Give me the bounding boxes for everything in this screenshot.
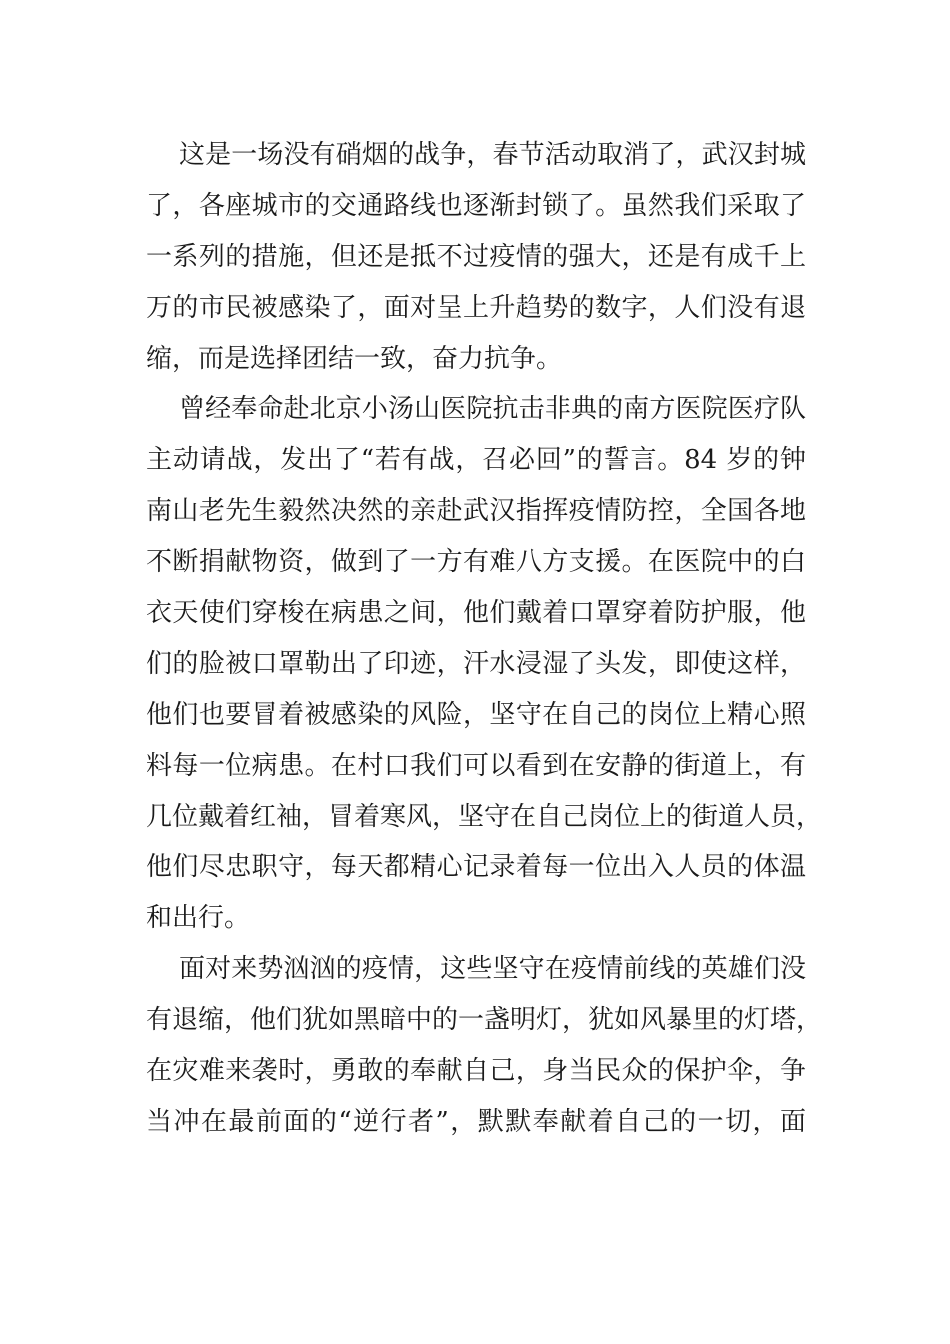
paragraph-line: 们的脸被口罩勒出了印迹，汗水浸湿了头发，即使这样， <box>146 648 806 679</box>
paragraph-3 <box>146 944 823 1148</box>
paragraph-line: 南山老先生毅然决然的亲赴武汉指挥疫情防控，全国各地 <box>146 496 806 527</box>
document-body <box>146 130 823 1148</box>
paragraph-line: 和出行。 <box>146 903 251 934</box>
paragraph-line: 料每一位病患。在村口我们可以看到在安静的街道上，有 <box>146 750 806 781</box>
paragraph-line: 当冲在最前面的“逆行者”，默默奉献着自己的一切，面 <box>146 1106 806 1137</box>
paragraph-line: 面对来势汹汹的疫情，这些坚守在疫情前线的英雄们没 <box>179 954 806 985</box>
paragraph-line: 他们尽忠职守，每天都精心记录着每一位出入人员的体温 <box>146 852 806 883</box>
paragraph-line: 不断捐献物资，做到了一方有难八方支援。在医院中的白 <box>146 547 806 578</box>
paragraph-line: 了，各座城市的交通路线也逐渐封锁了。虽然我们采取了 <box>146 190 806 221</box>
paragraph-line: 曾经奉命赴北京小汤山医院抗击非典的南方医院医疗队 <box>179 394 806 425</box>
paragraph-line: 一系列的措施，但还是抵不过疫情的强大，还是有成千上 <box>146 241 806 272</box>
paragraph-line: 在灾难来袭时，勇敢的奉献自己，身当民众的保护伞，争 <box>146 1056 806 1087</box>
paragraph-line: 这是一场没有硝烟的战争，春节活动取消了，武汉封城 <box>179 140 806 170</box>
paragraph-line: 他们也要冒着被感染的风险，坚守在自己的岗位上精心照 <box>146 699 806 730</box>
paragraph-line: 万的市民被感染了，面对呈上升趋势的数字，人们没有退 <box>146 292 806 323</box>
paragraph-line: 衣天使们穿梭在病患之间，他们戴着口罩穿着防护服，他 <box>146 598 806 629</box>
paragraph-line: 几位戴着红袖，冒着寒风，坚守在自己岗位上的街道人员， <box>146 801 823 832</box>
paragraph-line: 有退缩，他们犹如黑暗中的一盏明灯，犹如风暴里的灯塔， <box>146 1005 823 1036</box>
paragraph-1 <box>146 130 806 384</box>
paragraph-line: 主动请战，发出了“若有战，召必回”的誓言。84 岁的钟 <box>146 445 806 476</box>
paragraph-2 <box>146 384 823 944</box>
paragraph-line: 缩，而是选择团结一致，奋力抗争。 <box>146 343 563 374</box>
